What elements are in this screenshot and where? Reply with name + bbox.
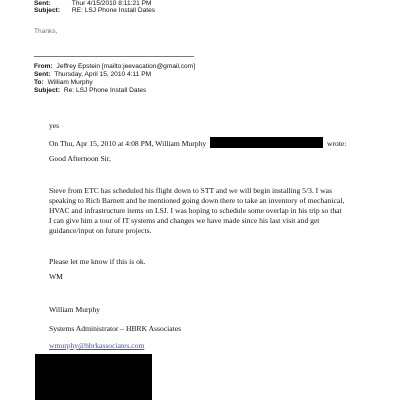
closing-text: Please let me know if this is ok.	[49, 257, 146, 266]
paragraph-line: I can give him a tour of IT systems and changes we have made since his last visit and get	[49, 216, 320, 225]
forward-subject-label: Subject:	[34, 87, 61, 94]
forward-from-row	[34, 63, 195, 71]
header-sent-value: Thur 4/15/2010 8:11:21 PM	[71, 0, 152, 7]
reply-text: yes	[49, 121, 60, 130]
thanks-text: Thanks,	[34, 28, 58, 35]
forward-sent-label: Sent:	[34, 71, 51, 78]
forward-to-value: William Murphy	[47, 79, 93, 86]
forward-from-label: From:	[34, 63, 53, 70]
header-subject-label: Subject:	[34, 7, 61, 14]
header-sent-label: Sent:	[34, 0, 51, 7]
paragraph-line: guidance/input on future projects.	[49, 226, 152, 235]
forward-to-label: To:	[34, 79, 44, 86]
paragraph-line: Steve from ETC has scheduled his flight down to STT and we will begin installing 5/3. I was	[49, 186, 332, 195]
paragraph-line: HVAC and infrastructure items on LSJ. I was hoping to schedule some overlap in his trip so that	[49, 206, 342, 215]
header-subject-value: RE: LSJ Phone Install Dates	[71, 7, 156, 14]
signature-name: William Murphy	[49, 305, 100, 314]
forward-subject-value: Re: LSJ Phone Install Dates	[63, 87, 147, 94]
quote-intro-after: wrote:	[327, 139, 347, 148]
greeting-text: Good Afternoon Sir,	[49, 154, 111, 163]
quote-intro	[49, 137, 346, 149]
forward-from-value: Jeffrey Epstein [mailto:jeevacation@gmail.com]	[56, 63, 196, 70]
initials-text: WM	[49, 272, 63, 281]
message-paragraph	[49, 186, 371, 236]
header-subject-row	[34, 7, 155, 15]
paragraph-line: speaking to Rich Barnett and he mentioned going down there to take an inventory of mechanical,	[49, 196, 345, 205]
redaction-email-address	[210, 137, 323, 148]
forward-sent-value: Thursday, April 15, 2010 4:11 PM	[54, 71, 152, 78]
forward-sent-row	[34, 71, 151, 79]
forward-subject-row	[34, 87, 146, 95]
forward-to-row	[34, 79, 93, 87]
quote-intro-before: On Thu, Apr 15, 2010 at 4:08 PM, William Murphy	[49, 139, 207, 148]
signature-email-link[interactable]: wmurphy@hbrkassociates.com	[49, 341, 145, 350]
header-divider	[34, 56, 194, 57]
signature-title: Systems Administrator – HBRK Associates	[49, 324, 182, 333]
redaction-block	[35, 354, 152, 400]
